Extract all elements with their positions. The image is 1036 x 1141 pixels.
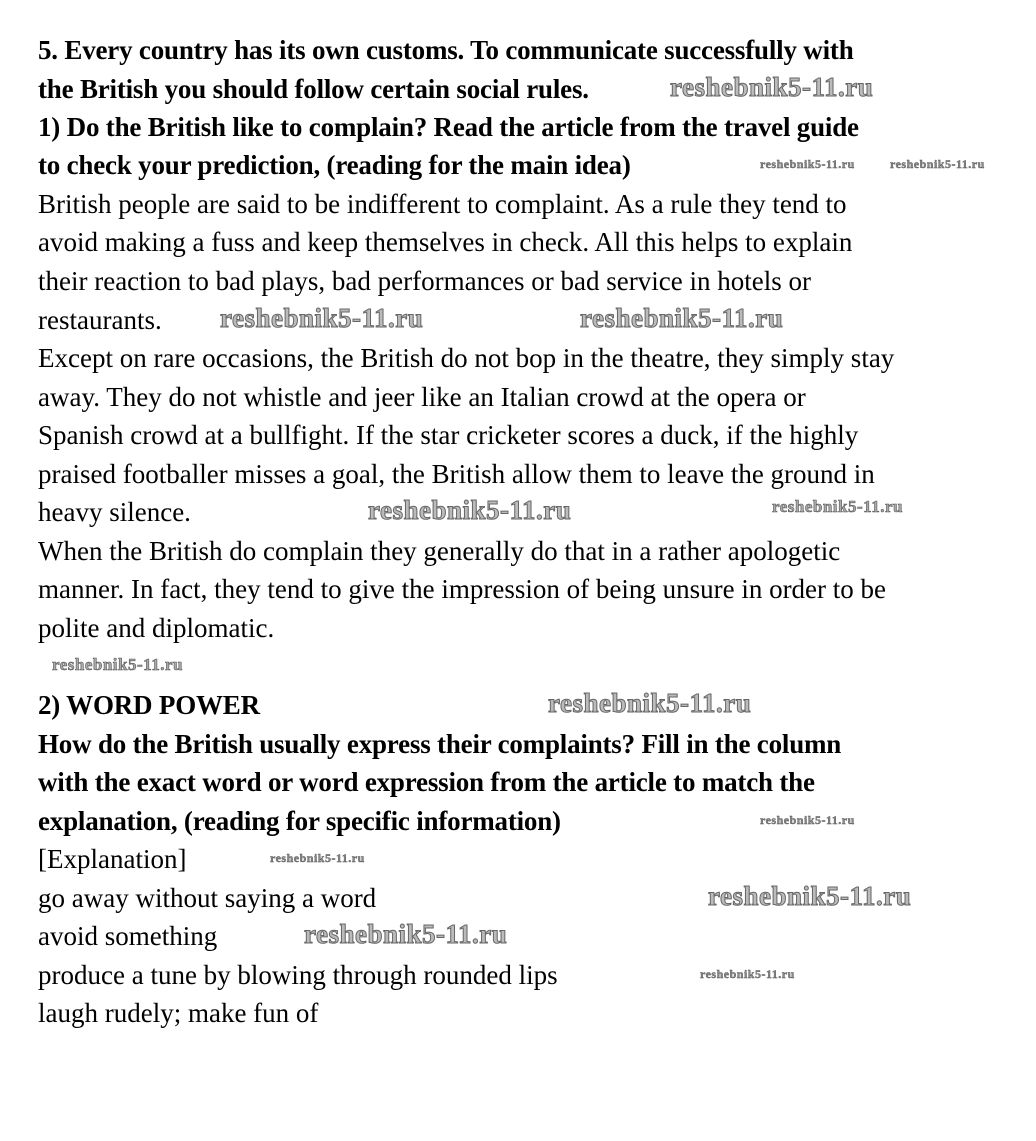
article-line: British people are said to be indifferent to complaint. As a rule they tend to [38, 189, 847, 219]
watermark: reshebnik5-11.ru [760, 813, 855, 827]
article-line: polite and diplomatic. [38, 613, 275, 643]
watermark: reshebnik5-11.ru [270, 851, 365, 865]
heading-line: 5. Every country has its own customs. To communicate successfully with [38, 35, 854, 65]
watermark: reshebnik5-11.ru [304, 919, 508, 949]
watermark: reshebnik5-11.ru [772, 497, 903, 516]
explanation-item: laugh rudely; make fun of [38, 998, 319, 1028]
article-line: away. They do not whistle and jeer like an Italian crowd at the opera or [38, 382, 806, 412]
explanation-item: produce a tune by blowing through rounded lips [38, 960, 558, 990]
watermark: reshebnik5-11.ru [890, 157, 985, 171]
heading-line: to check your prediction, (reading for the main idea) [38, 150, 631, 180]
article-line: heavy silence. [38, 497, 191, 527]
section-instruction: explanation, (reading for specific information) [38, 806, 561, 836]
watermark: reshebnik5-11.ru [580, 303, 784, 333]
explanation-item: go away without saying a word [38, 883, 377, 913]
watermark: reshebnik5-11.ru [368, 495, 572, 525]
article-line: Except on rare occasions, the British do not bop in the theatre, they simply stay [38, 343, 895, 373]
article-line: manner. In fact, they tend to give the impression of being unsure in order to be [38, 574, 887, 604]
watermark: reshebnik5-11.ru [700, 967, 795, 981]
explanation-item: avoid something [38, 921, 218, 951]
article-line: praised footballer misses a goal, the British allow them to leave the ground in [38, 459, 875, 489]
article-line: their reaction to bad plays, bad performances or bad service in hotels or [38, 266, 811, 296]
explanation-header: [Explanation] [38, 844, 187, 874]
watermark: reshebnik5-11.ru [52, 655, 183, 674]
heading-line: 1) Do the British like to complain? Read the article from the travel guide [38, 112, 859, 142]
watermark: reshebnik5-11.ru [760, 157, 855, 171]
article-line: restaurants. [38, 305, 162, 335]
article-line: When the British do complain they generally do that in a rather apologetic [38, 536, 841, 566]
article-line: avoid making a fuss and keep themselves in check. All this helps to explain [38, 227, 853, 257]
section-title: 2) WORD POWER [38, 690, 260, 720]
watermark: reshebnik5-11.ru [670, 72, 874, 102]
heading-line: the British you should follow certain social rules. [38, 74, 589, 104]
section-instruction: How do the British usually express their complaints? Fill in the column [38, 729, 842, 759]
watermark: reshebnik5-11.ru [220, 303, 424, 333]
section-instruction: with the exact word or word expression from the article to match the [38, 767, 815, 797]
watermark: reshebnik5-11.ru [708, 881, 912, 911]
article-line: Spanish crowd at a bullfight. If the star cricketer scores a duck, if the highly [38, 420, 859, 450]
watermark: reshebnik5-11.ru [548, 688, 752, 718]
